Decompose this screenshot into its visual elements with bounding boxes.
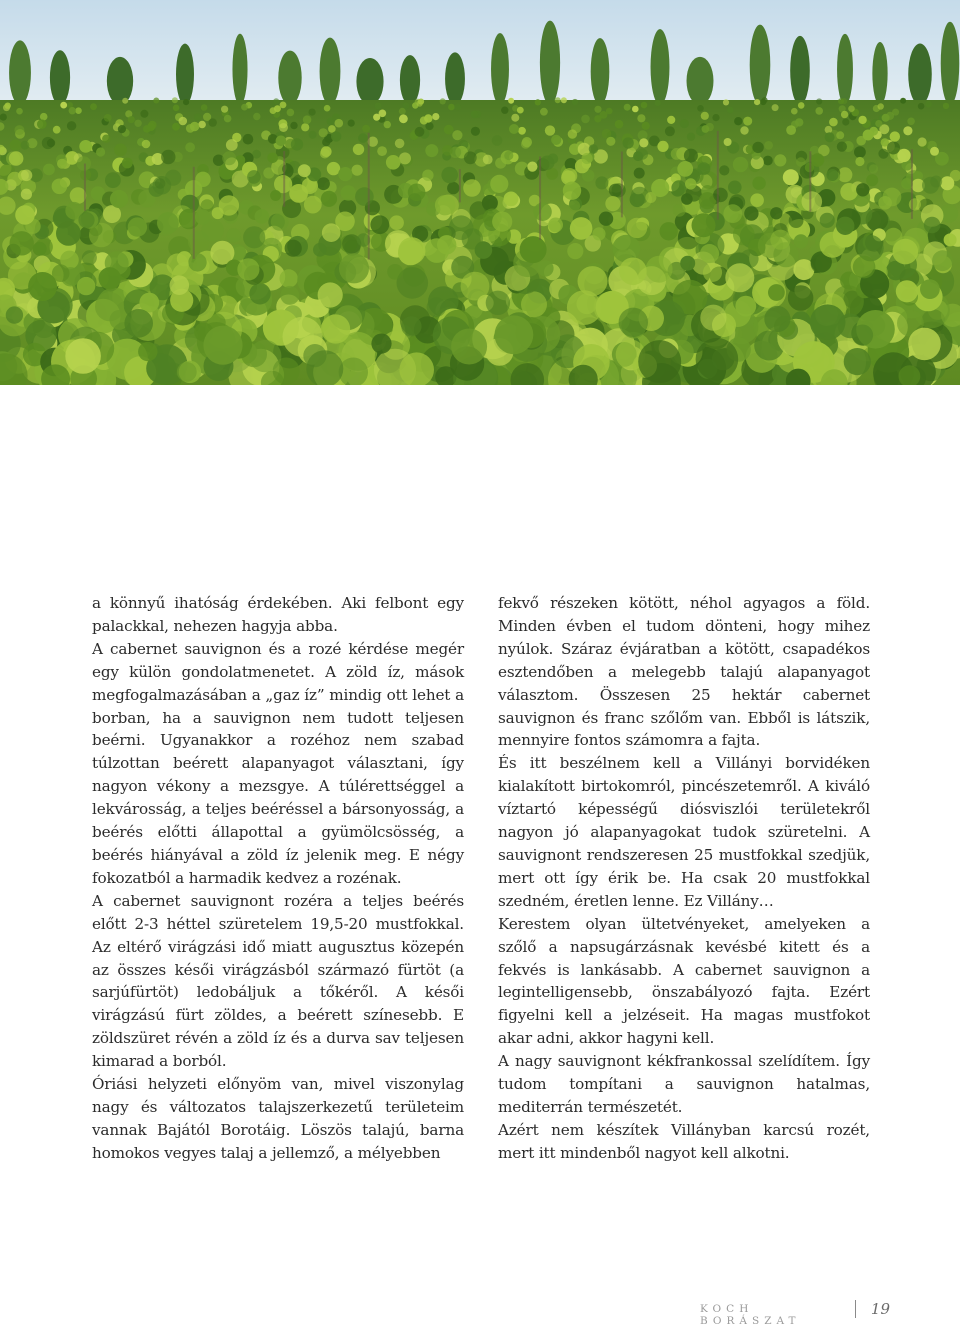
page-number: 19 [871, 1300, 890, 1318]
paragraph: Óriási helyzeti előnyöm van, mivel viszonylag nagy és változatos talajszerkezetű területeim vannak Bajától Borotáig. Löszös talajú, barna homokos vegyes talaj a jellemző, a mélyebben [92, 1073, 464, 1165]
paragraph: A nagy sauvignont kékfrankossal szelídítem. Így tudom tompítani a sauvignon hatalmas, mediterrán természetét. [498, 1050, 870, 1119]
paragraph: a könnyű ihatóság érdekében. Aki felbont egy palackkal, nehezen hagyja abba. [92, 592, 464, 638]
vineyard-illustration [0, 0, 960, 385]
vineyard-photo [0, 0, 960, 385]
footer-brand: KOCH BORÁSZAT [700, 1303, 846, 1327]
paragraph: Azért nem készítek Villányban karcsú rozét, mert itt mindenből nagyot kell alkotni. [498, 1119, 870, 1165]
paragraph: A cabernet sauvignont rozéra a teljes beérés előtt 2-3 héttel szüretelem 19,5-20 mustfokkal. Az eltérő virágzási idő miatt augusztus közepén az összes késői virágzásból származó fürtöt (a sarjúfürtöt) ledobáljuk a tőkéről. A késői virágzású fürt zöldes, a beérett színesebb. E zöldszüret révén a zöld íz és a durva sav teljesen kimarad a borból. [92, 890, 464, 1073]
text-column-right [498, 592, 870, 1165]
page-footer [700, 1300, 890, 1322]
footer-divider [855, 1300, 856, 1318]
text-column-left [92, 592, 464, 1165]
paragraph: Kerestem olyan ültetvényeket, amelyeken a szőlő a napsugárzásnak kevésbé kitett és a fekvés is lankásabb. A cabernet sauvignon a legintelligensebb, önszabályozó fajta. Ezért figyelni kell a jelzéseit. Ha magas mustfokot akar adni, akkor hagyni kell. [498, 913, 870, 1050]
paragraph: fekvő részeken kötött, néhol agyagos a föld. Minden évben el tudom dönteni, hogy mihez nyúlok. Száraz évjáratban a kötött, csapadékos esztendőben a melegebb talajú alapanyagot választom. Összesen 25 hektár cabernet sauvignon és franc szőlőm van. Ebből is látszik, mennyire fontos számomra a fajta. [498, 592, 870, 752]
paragraph: És itt beszélnem kell a Villányi borvidéken kialakított birtokomról, pincészetemről. A kiváló víztartó képességű diósviszlói területekről nagyon jó alapanyagokat tudok szüretelni. A sauvignont rendszeresen 25 mustfokkal szedjük, mert ott így érik be. Ha csak 20 mustfokkal szedném, éretlen lenne. Ez Villány… [498, 752, 870, 912]
paragraph: A cabernet sauvignon és a rozé kérdése megér egy külön gondolatmenetet. A zöld íz, mások megfogalmazásában a „gaz íz” mindig ott lehet a borban, ha a sauvignon nem tudott teljesen beérni. Ugyanakkor a rozéhoz nem szabad túlzottan beérett alapanyagot választani, így nagyon vékony a mezsgye. A túlérettséggel a lekvárosság, a teljes beéréssel a bársonyosság, a beérés előtti állapottal a gyümölcsösség, a beérés hiányával a zöld íz jelenik meg. E négy fokozatból a harmadik kedvez a rozénak. [92, 638, 464, 890]
